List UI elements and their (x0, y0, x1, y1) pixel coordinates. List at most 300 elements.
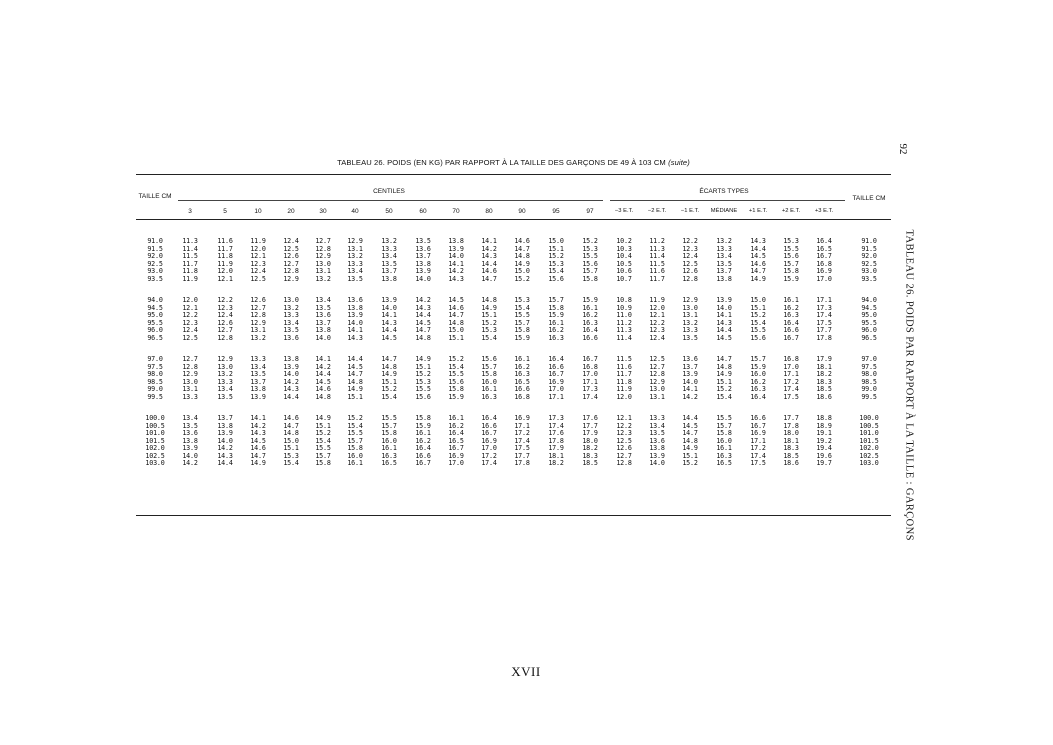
value-cell: 14.2 (448, 267, 464, 275)
value-cell: 17.8 (548, 436, 564, 445)
value-cell: 13.0 (682, 303, 698, 312)
taille-cell-right: 99.5 (861, 392, 877, 401)
value-cell: 14.7 (750, 267, 766, 275)
value-cell: 15.8 (481, 370, 497, 378)
value-cell: 14.0 (315, 333, 331, 342)
footer-roman-numeral: XVII (511, 664, 541, 679)
value-cell: 11.3 (649, 244, 665, 253)
value-cell: 16.3 (381, 451, 397, 460)
value-cell: 14.7 (514, 244, 530, 253)
value-cell: 15.1 (682, 451, 698, 460)
value-cell: 13.5 (381, 259, 397, 268)
value-cell: 16.1 (783, 296, 799, 304)
value-cell: 14.9 (750, 274, 766, 283)
value-cell: 17.0 (816, 274, 832, 283)
value-cell: 15.9 (750, 362, 766, 371)
value-cell: 12.8 (649, 370, 665, 378)
value-cell: 13.5 (716, 259, 732, 268)
column-header: 60 (419, 208, 427, 215)
value-cell: 11.3 (182, 237, 198, 245)
value-cell: 12.1 (250, 252, 266, 260)
value-cell: 15.7 (582, 267, 598, 275)
taille-cell-right: 98.0 (861, 370, 877, 378)
value-cell: 15.9 (415, 421, 431, 430)
value-cell: 11.7 (616, 370, 632, 378)
taille-cell-right: 97.0 (861, 355, 877, 363)
value-cell: 14.1 (716, 311, 732, 319)
value-cell: 12.4 (649, 333, 665, 342)
value-cell: 13.9 (716, 296, 732, 304)
taille-cell-right: 101.5 (859, 436, 879, 445)
value-cell: 13.8 (283, 355, 299, 363)
column-header: 3 (188, 208, 192, 215)
value-cell: 11.8 (616, 377, 632, 386)
side-caption (903, 229, 915, 541)
value-cell: 18.0 (582, 436, 598, 445)
value-cell: 13.9 (448, 244, 464, 253)
value-cell: 18.2 (548, 459, 564, 467)
value-cell: 15.8 (448, 385, 464, 393)
value-cell: 19.6 (816, 451, 832, 460)
value-cell: 11.8 (217, 252, 233, 260)
value-cell: 15.1 (415, 362, 431, 371)
value-cell: 14.5 (682, 421, 698, 430)
value-cell: 16.4 (548, 355, 564, 363)
value-cell: 14.8 (415, 333, 431, 342)
value-cell: 13.3 (716, 244, 732, 253)
taille-cell-right: 98.5 (861, 377, 877, 386)
value-cell: 14.0 (682, 377, 698, 386)
value-cell: 13.9 (347, 311, 363, 319)
value-cell: 13.8 (649, 444, 665, 452)
value-cell: 18.6 (783, 459, 799, 467)
value-cell: 17.0 (582, 370, 598, 378)
value-cell: 14.3 (448, 274, 464, 283)
value-cell: 17.7 (514, 451, 530, 460)
value-cell: 16.0 (716, 436, 732, 445)
value-cell: 15.2 (481, 318, 497, 327)
value-cell: 10.9 (616, 303, 632, 312)
taille-cell-left: 92.0 (147, 252, 163, 260)
value-cell: 13.1 (682, 311, 698, 319)
value-cell: 15.1 (315, 421, 331, 430)
value-cell: 17.5 (816, 318, 832, 327)
value-cell: 12.2 (616, 421, 632, 430)
value-cell: 13.1 (315, 267, 331, 275)
value-cell: 14.1 (481, 237, 497, 245)
column-header: 40 (351, 208, 359, 215)
value-cell: 19.4 (816, 444, 832, 452)
value-cell: 12.9 (217, 355, 233, 363)
value-cell: 17.1 (816, 296, 832, 304)
value-cell: 13.2 (347, 252, 363, 260)
value-cell: 16.6 (548, 362, 564, 371)
value-cell: 12.9 (315, 252, 331, 260)
value-cell: 15.8 (783, 267, 799, 275)
value-cell: 11.7 (182, 259, 198, 268)
value-cell: 11.0 (616, 311, 632, 319)
value-cell: 16.7 (750, 421, 766, 430)
value-cell: 13.0 (217, 362, 233, 371)
value-cell: 15.4 (750, 318, 766, 327)
value-cell: 12.0 (616, 392, 632, 401)
value-cell: 17.1 (548, 392, 564, 401)
value-cell: 15.2 (548, 252, 564, 260)
taille-cell-left: 96.5 (147, 333, 163, 342)
value-cell: 12.9 (347, 237, 363, 245)
taille-cell-right: 99.0 (861, 385, 877, 393)
value-cell: 15.6 (481, 355, 497, 363)
value-cell: 11.2 (649, 237, 665, 245)
value-cell: 14.6 (481, 267, 497, 275)
value-cell: 16.7 (783, 333, 799, 342)
value-cell: 13.8 (217, 421, 233, 430)
value-cell: 13.8 (182, 436, 198, 445)
value-cell: 15.0 (514, 267, 530, 275)
value-cell: 12.2 (682, 237, 698, 245)
value-cell: 14.7 (481, 274, 497, 283)
value-cell: 12.5 (616, 436, 632, 445)
value-cell: 16.2 (548, 326, 564, 334)
value-cell: 16.8 (582, 362, 598, 371)
value-cell: 12.3 (217, 303, 233, 312)
value-cell: 14.7 (682, 429, 698, 437)
value-cell: 14.5 (347, 362, 363, 371)
value-cell: 15.4 (716, 392, 732, 401)
value-cell: 14.9 (250, 459, 266, 467)
value-cell: 13.9 (217, 429, 233, 437)
value-cell: 16.8 (514, 392, 530, 401)
value-cell: 16.9 (548, 377, 564, 386)
value-cell: 13.9 (182, 444, 198, 452)
taille-cell-left: 94.5 (147, 303, 163, 312)
value-cell: 17.4 (514, 436, 530, 445)
value-cell: 17.2 (481, 451, 497, 460)
taille-cell-right: 95.0 (861, 311, 877, 319)
value-cell: 15.9 (548, 311, 564, 319)
value-cell: 13.8 (448, 237, 464, 245)
value-cell: 16.1 (347, 459, 363, 467)
value-cell: 15.5 (750, 326, 766, 334)
value-cell: 15.4 (548, 267, 564, 275)
value-cell: 13.3 (283, 311, 299, 319)
value-cell: 16.7 (816, 252, 832, 260)
value-cell: 13.6 (649, 436, 665, 445)
value-cell: 17.3 (582, 385, 598, 393)
value-cell: 14.4 (283, 392, 299, 401)
value-cell: 17.4 (548, 421, 564, 430)
value-cell: 14.8 (315, 392, 331, 401)
value-cell: 18.3 (816, 377, 832, 386)
value-cell: 11.9 (182, 274, 198, 283)
value-cell: 12.0 (182, 296, 198, 304)
value-cell: 12.6 (217, 318, 233, 327)
value-cell: 15.0 (548, 237, 564, 245)
value-cell: 14.2 (182, 459, 198, 467)
value-cell: 10.8 (616, 296, 632, 304)
value-cell: 10.6 (616, 267, 632, 275)
column-header: +2 E.T. (781, 208, 801, 214)
value-cell: 16.1 (716, 444, 732, 452)
value-cell: 12.0 (217, 267, 233, 275)
value-cell: 12.5 (283, 244, 299, 253)
value-cell: 12.3 (182, 318, 198, 327)
value-cell: 16.1 (415, 429, 431, 437)
value-cell: 14.1 (381, 311, 397, 319)
value-cell: 15.2 (347, 414, 363, 422)
value-cell: 13.3 (250, 355, 266, 363)
value-cell: 13.9 (649, 451, 665, 460)
value-cell: 16.1 (514, 355, 530, 363)
value-cell: 18.8 (816, 414, 832, 422)
side-caption-text: TABLEAU 26. POIDS PAR RAPPORT À LA TAILLE : GARÇONS (903, 229, 915, 541)
value-cell: 15.4 (448, 362, 464, 371)
column-header: 50 (385, 208, 393, 215)
value-cell: 13.1 (250, 326, 266, 334)
taille-cell-left: 103.0 (145, 459, 165, 467)
value-cell: 11.9 (250, 237, 266, 245)
taille-cell-left: 98.0 (147, 370, 163, 378)
value-cell: 18.1 (816, 362, 832, 371)
value-cell: 14.7 (250, 451, 266, 460)
value-cell: 15.7 (381, 421, 397, 430)
value-cell: 14.8 (448, 318, 464, 327)
value-cell: 16.5 (514, 377, 530, 386)
value-cell: 15.8 (347, 444, 363, 452)
value-cell: 13.7 (315, 318, 331, 327)
value-cell: 13.7 (716, 267, 732, 275)
value-cell: 14.5 (448, 296, 464, 304)
value-cell: 15.5 (415, 385, 431, 393)
value-cell: 18.1 (548, 451, 564, 460)
value-cell: 15.3 (548, 259, 564, 268)
value-cell: 17.1 (582, 377, 598, 386)
value-cell: 13.5 (182, 421, 198, 430)
value-cell: 12.6 (616, 444, 632, 452)
value-cell: 16.3 (514, 370, 530, 378)
value-cell: 15.8 (716, 429, 732, 437)
value-cell: 12.4 (682, 252, 698, 260)
value-cell: 13.1 (347, 244, 363, 253)
value-cell: 18.3 (783, 444, 799, 452)
centiles-underline (178, 200, 603, 201)
value-cell: 15.3 (582, 244, 598, 253)
value-cell: 14.2 (481, 244, 497, 253)
column-header: 5 (223, 208, 227, 215)
value-cell: 16.1 (481, 385, 497, 393)
value-cell: 17.8 (783, 421, 799, 430)
value-cell: 16.2 (514, 362, 530, 371)
value-cell: 16.1 (381, 444, 397, 452)
value-cell: 11.6 (649, 267, 665, 275)
column-header: 90 (518, 208, 526, 215)
value-cell: 14.4 (750, 244, 766, 253)
value-cell: 12.8 (616, 459, 632, 467)
value-cell: 13.4 (381, 252, 397, 260)
value-cell: 15.7 (315, 451, 331, 460)
taille-cell-right: 103.0 (859, 459, 879, 467)
value-cell: 12.8 (217, 333, 233, 342)
value-cell: 14.1 (250, 414, 266, 422)
value-cell: 14.3 (415, 303, 431, 312)
value-cell: 12.9 (682, 296, 698, 304)
value-cell: 17.9 (548, 444, 564, 452)
value-cell: 14.4 (315, 370, 331, 378)
value-cell: 16.6 (415, 451, 431, 460)
value-cell: 12.4 (283, 237, 299, 245)
column-header: 97 (586, 208, 594, 215)
taille-cell-right: 100.5 (859, 421, 879, 430)
value-cell: 17.5 (750, 459, 766, 467)
value-cell: 12.7 (315, 237, 331, 245)
taille-cell-left: 98.5 (147, 377, 163, 386)
value-cell: 16.3 (716, 451, 732, 460)
value-cell: 16.9 (481, 436, 497, 445)
taille-cell-left: 92.5 (147, 259, 163, 268)
value-cell: 15.2 (682, 459, 698, 467)
value-cell: 18.2 (816, 370, 832, 378)
value-cell: 15.6 (750, 333, 766, 342)
value-cell: 15.1 (750, 303, 766, 312)
value-cell: 14.0 (381, 303, 397, 312)
column-header: +1 E.T. (748, 208, 768, 214)
taille-cell-right: 91.0 (861, 237, 877, 245)
value-cell: 14.2 (682, 392, 698, 401)
value-cell: 14.5 (381, 333, 397, 342)
value-cell: 15.1 (716, 377, 732, 386)
value-cell: 13.2 (716, 237, 732, 245)
value-cell: 14.3 (716, 318, 732, 327)
value-cell: 15.2 (750, 311, 766, 319)
value-cell: 12.8 (315, 244, 331, 253)
value-cell: 16.2 (415, 436, 431, 445)
value-cell: 13.4 (649, 421, 665, 430)
column-header: −1 E.T. (680, 208, 700, 214)
taille-cell-right: 101.0 (859, 429, 879, 437)
value-cell: 12.7 (250, 303, 266, 312)
value-cell: 15.6 (582, 259, 598, 268)
table-top-rule (136, 174, 891, 175)
value-cell: 17.0 (783, 362, 799, 371)
value-cell: 15.4 (481, 333, 497, 342)
value-cell: 14.9 (682, 444, 698, 452)
value-cell: 18.9 (816, 421, 832, 430)
value-cell: 14.9 (347, 385, 363, 393)
value-cell: 13.7 (217, 414, 233, 422)
value-cell: 13.7 (250, 377, 266, 386)
value-cell: 15.2 (448, 355, 464, 363)
column-header: −3 E.T. (614, 208, 634, 214)
value-cell: 16.0 (750, 370, 766, 378)
value-cell: 13.7 (682, 362, 698, 371)
value-cell: 15.8 (381, 429, 397, 437)
value-cell: 15.7 (716, 421, 732, 430)
value-cell: 13.9 (283, 362, 299, 371)
value-cell: 13.5 (347, 274, 363, 283)
taille-cell-left: 96.0 (147, 326, 163, 334)
taille-cell-left: 99.5 (147, 392, 163, 401)
column-header: +3 E.T. (814, 208, 834, 214)
value-cell: 16.5 (816, 244, 832, 253)
value-cell: 16.6 (582, 333, 598, 342)
value-cell: 14.3 (217, 451, 233, 460)
value-cell: 15.2 (582, 237, 598, 245)
value-cell: 14.8 (716, 362, 732, 371)
value-cell: 16.5 (716, 459, 732, 467)
value-cell: 13.6 (182, 429, 198, 437)
value-cell: 15.1 (347, 392, 363, 401)
value-cell: 18.1 (783, 436, 799, 445)
value-cell: 12.8 (182, 362, 198, 371)
value-cell: 13.6 (283, 333, 299, 342)
taille-cell-right: 102.5 (859, 451, 879, 460)
value-cell: 12.4 (182, 326, 198, 334)
value-cell: 12.1 (182, 303, 198, 312)
value-cell: 17.2 (783, 377, 799, 386)
value-cell: 13.4 (283, 318, 299, 327)
value-cell: 15.9 (582, 296, 598, 304)
value-cell: 13.1 (182, 385, 198, 393)
value-cell: 14.9 (514, 259, 530, 268)
value-cell: 16.7 (448, 444, 464, 452)
value-cell: 17.1 (750, 436, 766, 445)
value-cell: 14.3 (347, 333, 363, 342)
value-cell: 12.7 (649, 362, 665, 371)
column-header: 30 (319, 208, 327, 215)
value-cell: 15.0 (750, 296, 766, 304)
taille-cell-left: 99.0 (147, 385, 163, 393)
value-cell: 12.2 (649, 318, 665, 327)
value-cell: 15.5 (582, 252, 598, 260)
taille-cell-left: 102.0 (145, 444, 165, 452)
value-cell: 15.1 (481, 311, 497, 319)
value-cell: 14.9 (315, 414, 331, 422)
value-cell: 17.7 (783, 414, 799, 422)
value-cell: 13.8 (716, 274, 732, 283)
value-cell: 15.7 (783, 259, 799, 268)
taille-cell-right: 94.5 (861, 303, 877, 312)
taille-cell-right: 92.0 (861, 252, 877, 260)
value-cell: 12.3 (682, 244, 698, 253)
column-header: 20 (287, 208, 295, 215)
ecarts-underline (610, 200, 845, 201)
value-cell: 17.0 (548, 385, 564, 393)
value-cell: 17.4 (481, 459, 497, 467)
value-cell: 14.7 (347, 370, 363, 378)
value-cell: 14.4 (381, 326, 397, 334)
value-cell: 12.8 (283, 267, 299, 275)
value-cell: 16.9 (448, 451, 464, 460)
value-cell: 16.5 (381, 459, 397, 467)
value-cell: 15.2 (381, 385, 397, 393)
value-cell: 18.5 (582, 459, 598, 467)
value-cell: 13.5 (649, 429, 665, 437)
value-cell: 14.9 (415, 355, 431, 363)
value-cell: 14.1 (682, 385, 698, 393)
value-cell: 13.8 (315, 326, 331, 334)
value-cell: 13.1 (649, 392, 665, 401)
value-cell: 13.6 (415, 244, 431, 253)
value-cell: 12.1 (649, 311, 665, 319)
column-header: MÉDIANE (710, 208, 738, 214)
value-cell: 17.1 (514, 421, 530, 430)
value-cell: 11.5 (649, 259, 665, 268)
value-cell: 14.4 (481, 259, 497, 268)
value-cell: 17.0 (481, 444, 497, 452)
value-cell: 11.4 (182, 244, 198, 253)
value-cell: 18.3 (582, 451, 598, 460)
value-cell: 11.7 (649, 274, 665, 283)
